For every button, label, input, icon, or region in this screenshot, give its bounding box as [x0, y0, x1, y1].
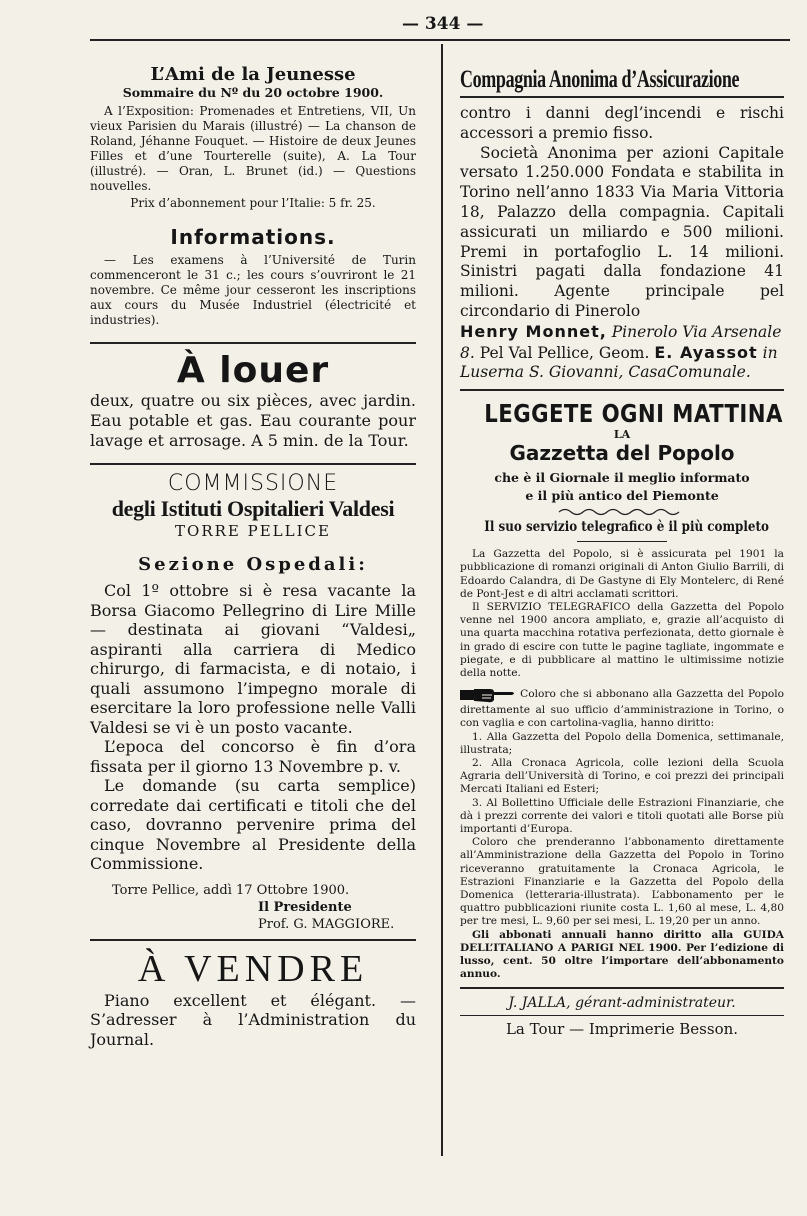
commissione-subtitle: degli Istituti Ospitalieri Valdesi	[111, 496, 395, 521]
informations-body: — Les examens à l’Université de Turin commenceront le 31 c.; les cours s’ouvriront le 21 novembre. Ce même jour cesseront les inscriptions aux cours du Musée Industriel (électricité et industries).	[90, 253, 416, 327]
commissione-section: Sezione Ospedali:	[138, 554, 368, 575]
gazzetta-p3: Coloro che si abbonano alla Gazzetta del Popolo direttamente al suo ufficio d’amministrazione in Torino, o con vaglia e con cartolina-vaglia, hanno diritto:	[460, 688, 784, 730]
gazzetta-l3: 3. Al Bollettino Ufficiale delle Estrazioni Finanziarie, che dà i prezzi corrente dei valori e titoli quotati alle Borse più importanti d’Europa.	[460, 796, 784, 836]
divider	[460, 389, 784, 391]
pointing-hand-icon	[460, 684, 516, 704]
commissione-date: Torre Pellice, addì 17 Ottobre 1900.	[112, 882, 350, 898]
right-column	[460, 46, 784, 1038]
footer-imprimerie: La Tour — Imprimerie Besson.	[505, 1020, 739, 1039]
agent-address-1: Pinerolo Via Arsenale 8.	[460, 322, 782, 362]
top-rule	[90, 39, 790, 41]
informations-title: Informations.	[170, 225, 336, 249]
gazzetta-p4: Coloro che prenderanno l’abbonamento direttamente all’Amministrazione della Gazzetta del Popolo in Torino riceveranno gratuitamente la Cronaca Agricola, le Estrazioni Finanziarie e la Gazzetta del Popolo della Domenica (letteraria-illustrata). L’abbonamento per le quattro pubblicazioni riunite costa L. 1,60 al mese, L. 4,80 per tre mesi, L. 9,60 per sei mesi, L. 19,20 per un anno.	[460, 836, 784, 928]
commissione-p2: L’epoca del concorso è fin d’ora fissata per il giorno 13 Novembre p. v.	[90, 737, 416, 776]
gazzetta-la: LA	[613, 428, 631, 442]
agent-address-2: in Luserna S. Giovanni, CasaComunale.	[460, 343, 778, 382]
agent-name-2: E. Ayassot	[654, 342, 758, 362]
gazzetta-title: Gazzetta del Popolo	[509, 441, 735, 466]
wavy-ornament	[557, 507, 687, 517]
gazzetta-p1: La Gazzetta del Popolo, si è assicurata pel 1901 la pubblicazione di romanzi originali di Anton Giulio Barrili, di Edoardo Calandra, di De Gastyne di Ely Montelerc, di René de Pont-Jest e di altri acclamati scrittori.	[460, 548, 784, 600]
commissione-p3: Le domande (su carta semplice) corredate dai certificati e titoli che del caso, dovranno pervenire prima del cinque Novembre al Presidente della Commissione.	[90, 776, 416, 873]
ami-prix: Prix d’abonnement pour l’Italie: 5 fr. 25.	[130, 196, 376, 210]
divider	[460, 1015, 784, 1016]
page-number: — 344 —	[402, 14, 484, 34]
commissione-place: TORRE PELLICE	[175, 522, 331, 540]
divider	[90, 342, 416, 344]
gazzetta-p2: Il SERVIZIO TELEGRAFICO della Gazzetta del Popolo venne nel 1900 ancora ampliato, e, grazie all’acquisto di una quarta macchina rotativa perfezionata, detto giornale è in grado di escire con tutte le pagine tagliate, ingommate e piegate, e di pubblicare al mattino le ultimissime notizie della notte.	[460, 600, 784, 679]
gazzetta-l2: 2. Alla Cronaca Agricola, colle lezioni della Scuola Agraria dell’Università di Torino, e coi prezzi dei principali Mercati Italiani ed Esteri;	[460, 757, 784, 796]
footer-gerant: J. JALLA, gérant-administrateur.	[508, 995, 736, 1012]
gazzetta-l1: 1. Alla Gazzetta del Popolo della Domenica, settimanale, illustrata;	[460, 730, 784, 756]
commissione-signature: Prof. G. MAGGIORE.	[258, 916, 395, 932]
agent-mid: Pel Val Pellice, Geom.	[479, 343, 650, 362]
compagnia-body1: contro i danni degl’incendi e rischi accessori a premio fisso.	[460, 104, 784, 142]
divider	[90, 463, 416, 465]
divider	[460, 96, 784, 98]
agent-name-1: Henry Monnet,	[460, 321, 607, 341]
column-divider	[441, 44, 443, 1156]
divider	[90, 939, 416, 941]
vendre-body: Piano excellent et élégant. — S’adresser à l’Administration du Journal.	[90, 990, 416, 1049]
commissione-title: COMMISSIONE	[167, 471, 339, 496]
compagnia-title: Compagnia Anonima d’Assicurazione	[460, 66, 740, 93]
commissione-p1: Col 1º ottobre si è resa vacante la Borsa Giacomo Pellegrino di Lire Mille — destinata ai giovani “Valdesi„ aspiranti alla carriera di Medico chirurgo, di farmacista, e di notaio, i quali assumono l’impegno morale di esercitare la loro professione nelle Valli Valdesi se vi è un posto vacante.	[90, 581, 416, 737]
gazzetta-servizio: Il suo servizio telegrafico è il più completo	[484, 519, 769, 536]
gazzetta-sub2: e il più antico del Piemonte	[525, 488, 719, 504]
louer-body: deux, quatre ou six pièces, avec jardin. Eau potable et gas. Eau courante pour lavage et arrosage. A 5 min. de la Tour.	[90, 391, 416, 450]
gazzetta-sub1: che è il Giornale il meglio informato	[494, 470, 750, 486]
short-rule	[577, 541, 667, 542]
louer-title: À louer	[176, 350, 330, 391]
gazzetta-p5: Gli abbonati annuali hanno diritto alla GUIDA DELL’ITALIANO A PARIGI NEL 1900. Per l’edizione di lusso, cent. 50 oltre l’importare dell’abbonamento annuo.	[460, 928, 784, 981]
vendre-title: À VENDRE	[137, 947, 369, 990]
gazzetta-leggete: LEGGETE OGNI MATTINA	[484, 399, 783, 429]
left-column	[90, 46, 416, 1049]
divider	[460, 987, 784, 989]
commissione-president: Il Presidente	[258, 899, 352, 915]
ami-sommaire: Sommaire du Nº du 20 octobre 1900.	[122, 85, 384, 100]
ami-body: A l’Exposition: Promenades et Entretiens, VII, Un vieux Parisien du Marais (illustré) — La chanson de Roland, Jéhanne Fouquet. — Histoire de deux Jeunes Filles et d’une Tourterelle (suite), A. La Tour (illustré). — Oran, L. Brunet (id.) — Questions nouvelles.	[90, 104, 416, 193]
compagnia-body2: Società Anonima per azioni Capitale versato 1.250.000 Fondata e stabilita in Torino nell’anno 1833 Via Maria Vittoria 18, Palazzo della compagnia. Capitali assicurati un miliardo e 500 milioni. Premi in portafoglio L. 14 milioni. Sinistri pagati dalla fondazione 41 milioni. Agente principale pel circondario di Pinerolo	[460, 143, 784, 320]
ami-title: L’Ami de la Jeunesse	[150, 64, 356, 85]
